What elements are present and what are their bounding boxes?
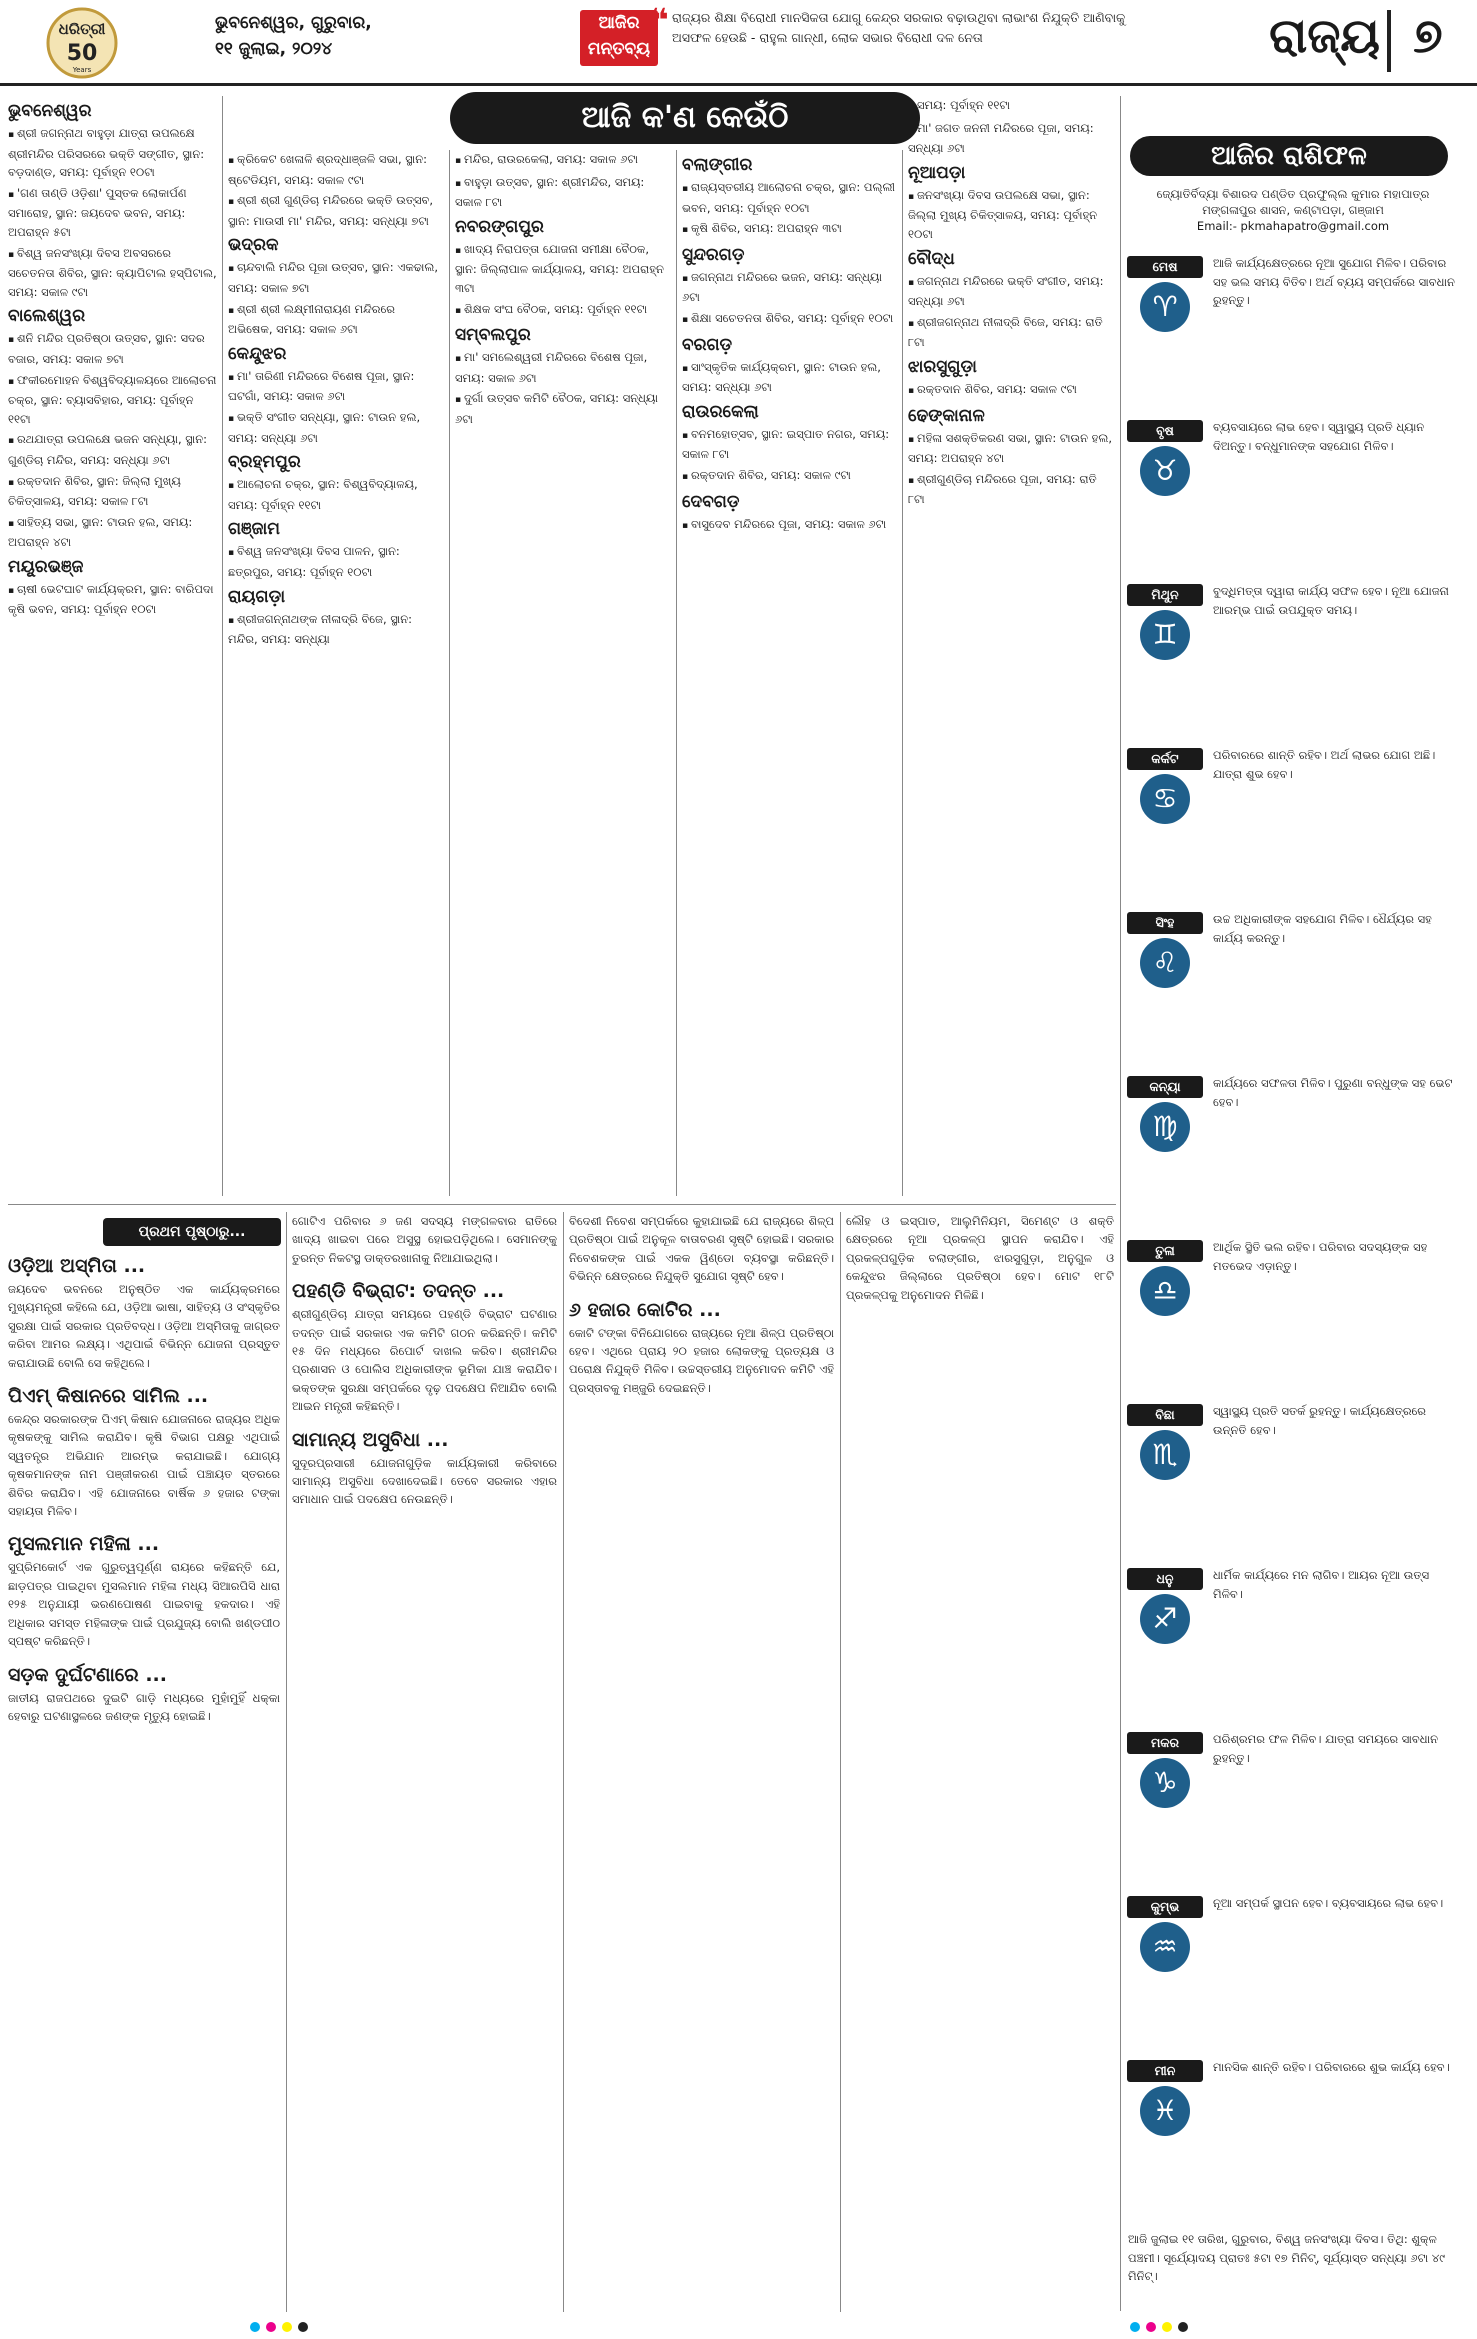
zodiac-sign-icon: ♍ — [1140, 1102, 1190, 1152]
zodiac-prediction: ଆର୍ଥିକ ସ୍ଥିତି ଭଲ ରହିବ। ପରିବାର ସଦସ୍ୟଙ୍କ ସହ ମତଭେଦ ଏଡ଼ାନ୍ତୁ। — [1213, 1240, 1428, 1273]
svg-text:ଧରିତ୍ରୀ: ଧରିତ୍ରୀ — [58, 20, 106, 38]
event-item: ▪ ବନମହୋତ୍ସବ, ସ୍ଥାନ: ଇସ୍ପାତ ନଗର, ସମୟ: ସକାଳ ୮ଟା — [682, 425, 897, 464]
zodiac-sign-icon: ♑ — [1140, 1758, 1190, 1808]
quote-of-day: ରାଜ୍ୟର ଶିକ୍ଷା ବିରୋଧୀ ମାନସିକତା ଯୋଗୁ କେନ୍ଦ୍ର ସରକାର ବଢ଼ାଉଥିବା ଲାଭାଂଶ ନିଯୁକ୍ତି ଆଣିବାକୁ ଅସଫଳ ହେଉଛି - ରାହୁଲ ଗାନ୍ଧୀ, ଲୋକ ସଭାର ବିରୋଧୀ ଦଳ ନେତା — [672, 10, 1126, 45]
event-item: ▪ ରକ୍ତଦାନ ଶିବିର, ସ୍ଥାନ: ଜିଲ୍ଲା ମୁଖ୍ୟ ଚିକିତ୍ସାଳୟ, ସମୟ: ସକାଳ ୮ଟା — [8, 472, 218, 511]
story-investment: ବିଦେଶୀ ନିବେଶ ସମ୍ପର୍କରେ କୁହାଯାଇଛି ଯେ ରାଜ୍ୟରେ ଶିଳ୍ପ ପ୍ରତିଷ୍ଠା ପାଇଁ ଅନୁକୂଳ ବାତାବରଣ ସୃଷ୍ଟି ହୋଇଛି। ସରକାର ନିବେଶକଙ୍କ ପାଇଁ ଏକକ ୱିଣ୍ଡୋ ବ୍ୟବସ୍ଥା କରିଛନ୍ତି। ବିଭିନ୍ନ କ୍ଷେତ୍ରରେ ନିଯୁକ୍ତି ସୁଯୋଗ ସୃଷ୍ଟି ହେବ। — [569, 1214, 834, 1284]
event-item: ▪ ବାହୁଡ଼ା ଉତ୍ସବ, ସ୍ଥାନ: ଶ୍ରୀମନ୍ଦିର, ସମୟ: ସକାଳ ୮ଟା — [455, 173, 670, 212]
headline-odia-asmita: ଓଡ଼ିଆ ଅସ୍ମିତା ... — [8, 1255, 146, 1277]
zodiac-sign-icon: ♈ — [1140, 282, 1190, 332]
event-item: ▪ ମା' ତାରିଣୀ ମନ୍ଦିରରେ ବିଶେଷ ପୂଜା, ସ୍ଥାନ: ଘଟଗାଁ, ସମୟ: ସକାଳ ୬ଟା — [228, 367, 443, 406]
zodiac-badge — [1125, 912, 1205, 990]
column-rule — [449, 150, 450, 1196]
zodiac-badge — [1125, 584, 1205, 662]
event-item: ▪ ସମୟ: ପୂର୍ବାହ୍ନ ୧୧ଟା — [908, 96, 1113, 117]
district-heading: ବ୍ରହ୍ମପୁର — [228, 452, 301, 473]
events-col-5 — [908, 96, 1113, 1196]
district-heading: ସମ୍ବଲପୁର — [455, 325, 531, 346]
headline-road-accident: ସଡ଼କ ଦୁର୍ଘଟଣାରେ ... — [8, 1663, 167, 1686]
column-rule — [902, 150, 903, 1196]
column-rule — [222, 96, 223, 1196]
registration-dot — [1146, 2322, 1156, 2332]
event-item: ▪ ଶ୍ରୀ ଶ୍ରୀ ଲକ୍ଷ୍ମୀନାରାୟଣ ମନ୍ଦିରରେ ଅଭିଷେକ, ସମୟ: ସକାଳ ୬ଟା — [228, 300, 443, 339]
event-item: ▪ ଶ୍ରୀଜଗନ୍ନାଥଙ୍କ ନୀଳାଦ୍ରି ବିଜେ, ସ୍ଥାନ: ମନ୍ଦିର, ସମୟ: ସନ୍ଧ୍ୟା — [228, 610, 443, 649]
event-item: ▪ ବାସୁଦେବ ମନ୍ଦିରରେ ପୂଜା, ସମୟ: ସକାଳ ୬ଟା — [682, 515, 897, 536]
zodiac-prediction: ସ୍ୱାସ୍ଥ୍ୟ ପ୍ରତି ସତର୍କ ରୁହନ୍ତୁ। କାର୍ଯ୍ୟକ୍ଷେତ୍ରରେ ଉନ୍ନତି ହେବ। — [1213, 1404, 1427, 1437]
district-heading: ନୂଆପଡ଼ା — [908, 162, 966, 183]
district-heading: ରାୟଗଡ଼ା — [228, 586, 286, 607]
column-rule — [676, 150, 677, 1196]
event-item: ▪ ସାହିତ୍ୟ ସଭା, ସ୍ଥାନ: ଟାଉନ ହଲ, ସମୟ: ଅପରାହ୍ନ ୪ଟା — [8, 513, 218, 552]
horoscope-row — [1125, 1072, 1463, 1230]
event-item: ▪ ଚାନ୍ଦବାଲି ମନ୍ଦିର ପୂଜା ଉତ୍ସବ, ସ୍ଥାନ: ଏକଢାଲ, ସମୟ: ସକାଳ ୭ଟା — [228, 258, 443, 297]
zodiac-prediction: ଉଚ୍ଚ ଅଧିକାରୀଙ୍କ ସହଯୋଗ ମିଳିବ। ଧୈର୍ଯ୍ୟର ସହ କାର୍ଯ୍ୟ କରନ୍ତୁ। — [1213, 912, 1432, 945]
zodiac-badge — [1125, 420, 1205, 498]
district-heading: ଦେବଗଡ଼ — [682, 491, 740, 512]
district-heading: ବାଲେଶ୍ୱର — [8, 306, 86, 327]
district-heading: ଭଦ୍ରକ — [228, 235, 279, 256]
district-heading: ନବରଙ୍ଗପୁର — [455, 216, 544, 237]
column-rule — [840, 1212, 841, 2312]
event-item: ▪ ଫକୀରମୋହନ ବିଶ୍ୱବିଦ୍ୟାଳୟରେ ଆଲୋଚନା ଚକ୍ର, ସ୍ଥାନ: ବ୍ୟାସବିହାର, ସମୟ: ପୂର୍ବାହ୍ନ ୧୧ଟା — [8, 371, 218, 429]
event-item: ▪ ଜନସଂଖ୍ୟା ଦିବସ ଉପଲକ୍ଷେ ସଭା, ସ୍ଥାନ: ଜିଲ୍ଲା ମୁଖ୍ୟ ଚିକିତ୍ସାଳୟ, ସମୟ: ପୂର୍ବାହ୍ନ ୧୦ଟା — [908, 186, 1113, 244]
event-item: ▪ ରକ୍ତଦାନ ଶିବିର, ସମୟ: ସକାଳ ୯ଟା — [908, 380, 1113, 401]
zodiac-badge — [1125, 2060, 1205, 2138]
zodiac-prediction: ବୁଦ୍ଧିମତ୍ତା ଦ୍ୱାରା କାର୍ଯ୍ୟ ସଫଳ ହେବ। ନୂଆ ଯୋଜନା ଆରମ୍ଭ ପାଇଁ ଉପଯୁକ୍ତ ସମୟ। — [1213, 584, 1449, 617]
news-col-1 — [8, 1252, 280, 2314]
editorial-tag: ଆଜିର ମନ୍ତବ୍ୟ — [580, 10, 658, 66]
horoscope-row — [1125, 908, 1463, 1066]
event-item: ▪ ମା' ସମଲେଶ୍ୱରୀ ମନ୍ଦିରରେ ବିଶେଷ ପୂଜା, ସମୟ: ସକାଳ ୬ଟା — [455, 348, 670, 387]
event-item: ▪ ସାଂସ୍କୃତିକ କାର୍ଯ୍ୟକ୍ରମ, ସ୍ଥାନ: ଟାଉନ ହଲ, ସମୟ: ସନ୍ଧ୍ୟା ୬ଟା — [682, 358, 897, 397]
horoscope-author-block — [1128, 186, 1458, 234]
zodiac-badge — [1125, 256, 1205, 334]
district-heading: ବରଗଡ଼ — [682, 334, 733, 355]
zodiac-name: କନ୍ୟା — [1127, 1076, 1203, 1098]
horoscope-row — [1125, 1236, 1463, 1394]
registration-marks — [0, 2318, 1477, 2338]
dateline — [215, 10, 405, 62]
horoscope-author: ଜ୍ୟୋତିର୍ବିଦ୍ୟା ବିଶାରଦ ପଣ୍ଡିତ ପ୍ରଫୁଲ୍ଲ କୁମାର ମହାପାତ୍ର — [1156, 187, 1430, 201]
events-col-4 — [682, 150, 897, 1196]
news-col-4 — [846, 1212, 1114, 2314]
zodiac-name: କୁମ୍ଭ — [1127, 1896, 1203, 1918]
zodiac-name: ମକର — [1127, 1732, 1203, 1754]
news-col-3 — [569, 1212, 834, 2314]
event-item: ▪ ଶିକ୍ଷା ସଚେତନତା ଶିବିର, ସମୟ: ପୂର୍ବାହ୍ନ ୧୦ଟା — [682, 309, 897, 330]
district-heading: ଢେଙ୍କାନାଳ — [908, 405, 985, 426]
district-heading: କେନ୍ଦୁଝର — [228, 343, 287, 364]
event-item: ▪ ମହିଳା ସଶକ୍ତିକରଣ ସଭା, ସ୍ଥାନ: ଟାଉନ ହଲ, ସମୟ: ଅପରାହ୍ନ ୪ଟା — [908, 429, 1113, 468]
zodiac-sign-icon: ♓ — [1140, 2086, 1190, 2136]
zodiac-prediction: ବ୍ୟବସାୟରେ ଲାଭ ହେବ। ସ୍ୱାସ୍ଥ୍ୟ ପ୍ରତି ଧ୍ୟାନ ଦିଅନ୍ତୁ। ବନ୍ଧୁମାନଙ୍କ ସହଯୋଗ ମିଳିବ। — [1213, 420, 1425, 453]
district-heading: ସୁନ୍ଦରଗଡ଼ — [682, 244, 745, 265]
event-item: ▪ ଶ୍ରୀଗୁଣ୍ଡିଚା ମନ୍ଦିରରେ ପୂଜା, ସମୟ: ରାତି ୮ଟା — [908, 470, 1113, 509]
event-item: ▪ ମନ୍ଦିର, ରାଉରକେଲା, ସମୟ: ସକାଳ ୬ଟା — [455, 150, 670, 171]
zodiac-badge — [1125, 748, 1205, 826]
events-banner: ଆଜି କ'ଣ କେଉଁଠି — [450, 92, 920, 144]
horoscope-email: Email:- pkmahapatro@gmail.com — [1196, 219, 1390, 233]
story-6000-crore: କୋଟି ଟଙ୍କା ବିନିଯୋଗରେ ରାଜ୍ୟରେ ନୂଆ ଶିଳ୍ପ ପ୍ରତିଷ୍ଠା ହେବ। ଏଥିରେ ପ୍ରାୟ ୨୦ ହଜାର ଲୋକଙ୍କୁ ପ୍ରତ୍ୟକ୍ଷ ଓ ପରୋକ୍ଷ ନିଯୁକ୍ତି ମିଳିବ। ଉଚ୍ଚସ୍ତରୀୟ ଅନୁମୋଦନ କମିଟି ଏହି ପ୍ରସ୍ତାବକୁ ମଞ୍ଜୁରି ଦେଇଛନ୍ତି। — [569, 1325, 834, 1395]
story-muslim-women: ସୁପ୍ରିମକୋର୍ଟ ଏକ ଗୁରୁତ୍ୱପୂର୍ଣ୍ଣ ରାୟରେ କହିଛନ୍ତି ଯେ, ଛାଡ଼ପତ୍ର ପାଇଥିବା ମୁସଲମାନ ମହିଳା ମଧ୍ୟ ସିଆରପିସି ଧାରା ୧୨୫ ଅନୁଯାୟୀ ଭରଣପୋଷଣ ପାଇବାକୁ ହକଦାର। ଏହି ଅଧିକାର ସମସ୍ତ ମହିଳାଙ୍କ ପାଇଁ ପ୍ରଯୁଜ୍ୟ ବୋଲି ଖଣ୍ଡପୀଠ ସ୍ପଷ୍ଟ କରିଛନ୍ତି। — [8, 1560, 280, 1649]
zodiac-name: ବୃଷ — [1127, 420, 1203, 442]
date-line-1: ଭୁବନେଶ୍ୱର, ଗୁରୁବାର, — [215, 13, 372, 33]
horoscope-row — [1125, 2056, 1463, 2214]
district-heading: ବଲାଙ୍ଗୀର — [682, 155, 753, 175]
zodiac-prediction: ଆଜି କାର୍ଯ୍ୟକ୍ଷେତ୍ରରେ ନୂଆ ସୁଯୋଗ ମିଳିବ। ପରିବାର ସହ ଭଲ ସମୟ ବିତିବ। ଅର୍ଥ ବ୍ୟୟ ସମ୍ପର୍କରେ ସାବଧାନ ରୁହନ୍ତୁ। — [1213, 256, 1455, 307]
newspaper-logo — [22, 6, 202, 80]
event-item: ▪ ଦୁର୍ଗା ଉତ୍ସବ କମିଟି ବୈଠକ, ସମୟ: ସନ୍ଧ୍ୟା ୬ଟା — [455, 389, 670, 428]
story-odia-asmita: ଜୟଦେବ ଭବନରେ ଅନୁଷ୍ଠିତ ଏକ କାର୍ଯ୍ୟକ୍ରମରେ ମୁଖ୍ୟମନ୍ତ୍ରୀ କହିଲେ ଯେ, ଓଡ଼ିଆ ଭାଷା, ସାହିତ୍ୟ ଓ ସଂସ୍କୃତିର ସୁରକ୍ଷା ପାଇଁ ସରକାର ପ୍ରତିବଦ୍ଧ। ଓଡ଼ିଆ ଅସ୍ମିତାକୁ ଜାଗ୍ରତ କରିବା ଆମର ଲକ୍ଷ୍ୟ। ଏଥିପାଇଁ ବିଭିନ୍ନ ଯୋଜନା ପ୍ରସ୍ତୁତ କରାଯାଉଛି ବୋଲି ସେ କହିଥିଲେ। — [8, 1282, 280, 1370]
story-road-accident: ଜାତୀୟ ରାଜପଥରେ ଦୁଇଟି ଗାଡ଼ି ମଧ୍ୟରେ ମୁହାଁମୁହିଁ ଧକ୍କା ହେବାରୁ ଘଟଣାସ୍ଥଳରେ ଜଣଙ୍କ ମୃତ୍ୟୁ ହୋଇଛି। — [8, 1690, 280, 1723]
zodiac-sign-icon: ♒ — [1140, 1922, 1190, 1972]
district-heading: ରାଉରକେଲା — [682, 401, 759, 422]
horoscope-row — [1125, 1564, 1463, 1722]
event-item: ▪ ବିଶ୍ୱ ଜନସଂଖ୍ୟା ଦିବସ ଅବସରରେ ସଚେତନତା ଶିବିର, ସ୍ଥାନ: କ୍ୟାପିଟାଲ ହସ୍ପିଟାଲ, ସମୟ: ସକାଳ ୯ଟା — [8, 244, 218, 302]
zodiac-name: ସିଂହ — [1127, 912, 1203, 934]
event-item: ▪ ରଥଯାତ୍ରା ଉପଲକ୍ଷେ ଭଜନ ସନ୍ଧ୍ୟା, ସ୍ଥାନ: ଗୁଣ୍ଡିଚା ମନ୍ଦିର, ସମୟ: ସନ୍ଧ୍ୟା ୬ଟା — [8, 430, 218, 469]
section-divider — [1387, 10, 1391, 72]
district-heading: ଭୁବନେଶ୍ୱର — [8, 101, 92, 121]
event-item: ▪ ଭକ୍ତି ସଂଗୀତ ସନ୍ଧ୍ୟା, ସ୍ଥାନ: ଟାଉନ ହଲ, ସମୟ: ସନ୍ଧ୍ୟା ୬ଟା — [228, 408, 443, 447]
masthead — [0, 0, 1477, 86]
date-line-2: ୧୧ ଜୁଲାଇ, ୨୦୨୪ — [215, 39, 333, 59]
registration-dot — [1162, 2322, 1172, 2332]
zodiac-sign-icon: ♌ — [1140, 938, 1190, 988]
event-item: ▪ ଜଗନ୍ନାଥ ମନ୍ଦିରରେ ଭଜନ, ସମୟ: ସନ୍ଧ୍ୟା ୬ଟା — [682, 268, 897, 307]
zodiac-badge — [1125, 1896, 1205, 1974]
headline-minor-trouble: ସାମାନ୍ୟ ଅସୁବିଧା ... — [292, 1428, 449, 1451]
zodiac-sign-icon: ♎ — [1140, 1266, 1190, 1316]
quote-icon: ❝ — [650, 1, 669, 39]
events-col-2 — [228, 150, 443, 1196]
zodiac-prediction: କାର୍ଯ୍ୟରେ ସଫଳତା ମିଳିବ। ପୁରୁଣା ବନ୍ଧୁଙ୍କ ସହ ଭେଟ ହେବ। — [1213, 1076, 1453, 1109]
event-item: ▪ କ୍ରିକେଟ ଖେଳାଳି ଶ୍ରଦ୍ଧାଞ୍ଜଳି ସଭା, ସ୍ଥାନ: ଷ୍ଟେଡିୟମ, ସମୟ: ସକାଳ ୯ଟା — [228, 150, 443, 189]
event-item: ▪ ଶ୍ରୀ ଶ୍ରୀ ଗୁଣ୍ଡିଚା ମନ୍ଦିରରେ ଭକ୍ତି ଉତ୍ସବ, ସ୍ଥାନ: ମାଉସୀ ମା' ମନ୍ଦିର, ସମୟ: ସନ୍ଧ୍ୟା ୭ଟା — [228, 191, 443, 230]
zodiac-name: ମିଥୁନ — [1127, 584, 1203, 606]
horoscope-row — [1125, 1400, 1463, 1558]
zodiac-prediction: ମାନସିକ ଶାନ୍ତି ରହିବ। ପରିବାରରେ ଶୁଭ କାର୍ଯ୍ୟ ହେବ। — [1213, 2060, 1450, 2074]
story-minor-trouble: ସୁଦୂରପ୍ରସାରୀ ଯୋଜନାଗୁଡ଼ିକ କାର୍ଯ୍ୟକାରୀ କରିବାରେ ସାମାନ୍ୟ ଅସୁବିଧା ଦେଖାଦେଇଛି। ତେବେ ସରକାର ଏହାର ସମାଧାନ ପାଇଁ ପଦକ୍ଷେପ ନେଉଛନ୍ତି। — [292, 1455, 557, 1507]
event-item: ▪ ଶିକ୍ଷକ ସଂଘ ବୈଠକ, ସମୟ: ପୂର୍ବାହ୍ନ ୧୧ଟା — [455, 300, 670, 321]
zodiac-sign-icon: ♉ — [1140, 446, 1190, 496]
district-heading: ମୟୂରଭଞ୍ଜ — [8, 556, 84, 577]
event-item: ▪ ବିଶ୍ୱ ଜନସଂଖ୍ୟା ଦିବସ ପାଳନ, ସ୍ଥାନ: ଛତ୍ରପୁର, ସମୟ: ପୂର୍ବାହ୍ନ ୧୦ଟା — [228, 542, 443, 581]
registration-dot — [298, 2322, 308, 2332]
zodiac-sign-icon: ♊ — [1140, 610, 1190, 660]
events-col-3 — [455, 150, 670, 1196]
page-number: ୭ — [1413, 8, 1443, 64]
registration-dot — [250, 2322, 260, 2332]
zodiac-name: ମେଷ — [1127, 256, 1203, 278]
headline-6000-crore: ୬ ହଜାର କୋଟିର ... — [569, 1298, 721, 1321]
zodiac-name: ଧନୁ — [1127, 1568, 1203, 1590]
horoscope-row — [1125, 744, 1463, 902]
registration-dot — [282, 2322, 292, 2332]
story-projects: ଲୌହ ଓ ଇସ୍ପାତ, ଆଲୁମିନିୟମ, ସିମେଣ୍ଟ ଓ ଶକ୍ତି କ୍ଷେତ୍ରରେ ନୂଆ ପ୍ରକଳ୍ପ ସ୍ଥାପନ କରାଯିବ। ଏହି ପ୍ରକଳ୍ପଗୁଡ଼ିକ ବଲାଙ୍ଗୀର, ଝାରସୁଗୁଡ଼ା, ଅନୁଗୁଳ ଓ କେନ୍ଦୁଝର ଜିଲ୍ଲାରେ ପ୍ରତିଷ୍ଠା ହେବ। ମୋଟ ୧୮ଟି ପ୍ରକଳ୍ପକୁ ଅନୁମୋଦନ ମିଳିଛି। — [846, 1214, 1114, 1302]
horoscope-row — [1125, 1892, 1463, 2050]
event-item: ▪ ଆଲୋଚନା ଚକ୍ର, ସ୍ଥାନ: ବିଶ୍ୱବିଦ୍ୟାଳୟ, ସମୟ: ପୂର୍ବାହ୍ନ ୧୧ଟା — [228, 475, 443, 514]
zodiac-badge — [1125, 1076, 1205, 1154]
zodiac-prediction: ଧାର୍ମିକ କାର୍ଯ୍ୟରେ ମନ ଲାଗିବ। ଆୟର ନୂଆ ଉତ୍ସ ମିଳିବ। — [1213, 1568, 1430, 1601]
section-rule — [8, 1204, 1116, 1205]
zodiac-badge — [1125, 1568, 1205, 1646]
event-item: ▪ ଶନି ମନ୍ଦିର ପ୍ରତିଷ୍ଠା ଉତ୍ସବ, ସ୍ଥାନ: ସଦର ବଜାର, ସମୟ: ସକାଳ ୭ଟା — [8, 329, 218, 368]
event-item: ▪ ଖାଦ୍ୟ ନିରାପତ୍ତା ଯୋଜନା ସମୀକ୍ଷା ବୈଠକ, ସ୍ଥାନ: ଜିଲ୍ଲାପାଳ କାର୍ଯ୍ୟାଳୟ, ସମୟ: ଅପରାହ୍ନ ୩ଟା — [455, 240, 670, 298]
column-rule — [563, 1212, 564, 2312]
district-heading: ଝାରସୁଗୁଡ଼ା — [908, 356, 977, 377]
zodiac-prediction: ପରିଶ୍ରମର ଫଳ ମିଳିବ। ଯାତ୍ରା ସମୟରେ ସାବଧାନ ରୁହନ୍ତୁ। — [1213, 1732, 1439, 1765]
horoscope-title: ଆଜିର ରାଶିଫଳ — [1130, 136, 1448, 176]
event-item: ▪ ଶ୍ରୀଜଗନ୍ନାଥ ନୀଳାଦ୍ରି ବିଜେ, ସମୟ: ରାତି ୮ଟା — [908, 313, 1113, 352]
story-pm-kisan: କେନ୍ଦ୍ର ସରକାରଙ୍କ ପିଏମ୍ କିଷାନ ଯୋଜନାରେ ରାଜ୍ୟର ଅଧିକ କୃଷକଙ୍କୁ ସାମିଲ କରାଯିବ। କୃଷି ବିଭାଗ ପକ୍ଷରୁ ଏଥିପାଇଁ ସ୍ୱତନ୍ତ୍ର ଅଭିଯାନ ଆରମ୍ଭ କରାଯାଇଛି। ଯୋଗ୍ୟ କୃଷକମାନଙ୍କ ନାମ ପଞ୍ଜୀକରଣ ପାଇଁ ପଞ୍ଚାୟତ ସ୍ତରରେ ଶିବିର କରାଯିବ। ଏହି ଯୋଜନାରେ ବାର୍ଷିକ ୬ ହଜାର ଟଙ୍କା ସହାୟତା ମିଳିବ। — [8, 1412, 280, 1519]
story-food-poison: ଗୋଟିଏ ପରିବାର ୬ ଜଣ ସଦସ୍ୟ ମଙ୍ଗଳବାର ରାତିରେ ଖାଦ୍ୟ ଖାଇବା ପରେ ଅସୁସ୍ଥ ହୋଇପଡ଼ିଥିଲେ। ସେମାନଙ୍କୁ ତୁରନ୍ତ ନିକଟସ୍ଥ ଡାକ୍ତରଖାନାକୁ ନିଆଯାଇଥିଲା। — [292, 1214, 557, 1265]
column-rule — [1120, 96, 1121, 2311]
column-rule — [286, 1212, 287, 2312]
story-pahandi: ଶ୍ରୀଗୁଣ୍ଡିଚା ଯାତ୍ରା ସମୟରେ ପହଣ୍ଡି ବିଭ୍ରାଟ ଘଟଣାର ତଦନ୍ତ ପାଇଁ ସରକାର ଏକ କମିଟି ଗଠନ କରିଛନ୍ତି। କମିଟି ୧୫ ଦିନ ମଧ୍ୟରେ ରିପୋର୍ଟ ଦାଖଲ କରିବ। ଶ୍ରୀମନ୍ଦିର ପ୍ରଶାସନ ଓ ପୋଲିସ ଅଧିକାରୀଙ୍କ ଭୂମିକା ଯାଞ୍ଚ କରାଯିବ। ଭକ୍ତଙ୍କ ସୁରକ୍ଷା ସମ୍ପର୍କରେ ଦୃଢ଼ ପଦକ୍ଷେପ ନିଆଯିବ ବୋଲି ଆଇନ ମନ୍ତ୍ରୀ କହିଛନ୍ତି। — [292, 1307, 557, 1414]
zodiac-sign-icon: ♐ — [1140, 1594, 1190, 1644]
zodiac-badge — [1125, 1404, 1205, 1482]
zodiac-name: କର୍କଟ — [1127, 748, 1203, 770]
svg-text:Years: Years — [72, 66, 92, 74]
horoscope-row — [1125, 580, 1463, 738]
zodiac-name: ମୀନ — [1127, 2060, 1203, 2082]
zodiac-badge — [1125, 1732, 1205, 1810]
registration-dot — [266, 2322, 276, 2332]
section-name: ରାଜ୍ୟ — [1269, 8, 1380, 64]
horoscope-row — [1125, 252, 1463, 410]
zodiac-sign-icon: ♋ — [1140, 774, 1190, 824]
headline-pm-kisan: ପିଏମ୍ କିଷାନରେ ସାମିଲ ... — [8, 1385, 209, 1408]
panchang-footer: ଆଜି ଜୁଲାଇ ୧୧ ତାରିଖ, ଗୁରୁବାର, ବିଶ୍ୱ ଜନସଂଖ୍ୟା ଦିବସ। ତିଥି: ଶୁକ୍ଳ ପଞ୍ଚମୀ। ସୂର୍ଯ୍ୟୋଦୟ ପ୍ରାତଃ ୫ଟା ୧୭ ମିନିଟ୍, ସୂର୍ଯ୍ୟାସ୍ତ ସନ୍ଧ୍ୟା ୬ଟା ୪୯ ମିନିଟ୍। — [1128, 2232, 1445, 2284]
headline-pahandi: ପହଣ୍ଡି ବିଭ୍ରାଟ: ତଦନ୍ତ ... — [292, 1280, 505, 1303]
events-col-1 — [8, 96, 218, 1196]
svg-text:50: 50 — [66, 41, 98, 66]
horoscope-row — [1125, 1728, 1463, 1886]
event-item: ▪ ମା' ଜଗତ ଜନନୀ ମନ୍ଦିରରେ ପୂଜା, ସମୟ: ସନ୍ଧ୍ୟା ୬ଟା — [908, 119, 1113, 158]
event-item: ▪ ଶ୍ରୀ ଜଗନ୍ନାଥ ବାହୁଡ଼ା ଯାତ୍ରା ଉପଲକ୍ଷେ ଶ୍ରୀମନ୍ଦିର ପରିସରରେ ଭକ୍ତି ସଙ୍ଗୀତ, ସ୍ଥାନ: ବଡ଼ଦାଣ୍ଡ, ସମୟ: ପୂର୍ବାହ୍ନ ୧୦ଟା — [8, 124, 218, 182]
zodiac-badge — [1125, 1240, 1205, 1318]
zodiac-prediction: ପରିବାରରେ ଶାନ୍ତି ରହିବ। ଅର୍ଥ ଲାଭର ଯୋଗ ଅଛି। ଯାତ୍ରା ଶୁଭ ହେବ। — [1213, 748, 1436, 781]
registration-dot — [1130, 2322, 1140, 2332]
district-heading: ଗଞ୍ଜାମ — [228, 519, 281, 540]
event-item: ▪ ଚାଷୀ ଭେଟଘାଟ କାର୍ଯ୍ୟକ୍ରମ, ସ୍ଥାନ: ବାରିପଦା କୃଷି ଭବନ, ସମୟ: ପୂର୍ବାହ୍ନ ୧୦ଟା — [8, 580, 218, 619]
event-item: ▪ ରାଜ୍ୟସ୍ତରୀୟ ଆଲୋଚନା ଚକ୍ର, ସ୍ଥାନ: ପଲ୍ଲୀ ଭବନ, ସମୟ: ପୂର୍ବାହ୍ନ ୧୦ଟା — [682, 178, 897, 217]
news-col-2 — [292, 1212, 557, 2314]
zodiac-name: ବିଛା — [1127, 1404, 1203, 1426]
event-item: ▪ ରକ୍ତଦାନ ଶିବିର, ସମୟ: ସକାଳ ୯ଟା — [682, 466, 897, 487]
event-item: ▪ ଜଗନ୍ନାଥ ମନ୍ଦିରରେ ଭକ୍ତି ସଂଗୀତ, ସମୟ: ସନ୍ଧ୍ୟା ୬ଟା — [908, 272, 1113, 311]
zodiac-prediction: ନୂଆ ସମ୍ପର୍କ ସ୍ଥାପନ ହେବ। ବ୍ୟବସାୟରେ ଲାଭ ହେବ। — [1213, 1896, 1444, 1910]
zodiac-name: ତୁଳା — [1127, 1240, 1203, 1262]
district-heading: ବୌଦ୍ଧ — [908, 248, 955, 269]
horoscope-row — [1125, 416, 1463, 574]
horoscope-address: ମଙ୍ଗଳାପୁର ଶାସନ, କଣ୍ଟାପଡ଼ା, ଗଞ୍ଜାମ — [1202, 203, 1384, 217]
event-item: ▪ 'ଗଣ ତାଣ୍ଡି ଓଡ଼ିଶା' ପୁସ୍ତକ ଲୋକାର୍ପଣ ସମାରୋହ, ସ୍ଥାନ: ଜୟଦେବ ଭବନ, ସମୟ: ଅପରାହ୍ନ ୫ଟା — [8, 184, 218, 242]
event-item: ▪ କୃଷି ଶିବିର, ସମୟ: ଅପରାହ୍ନ ୩ଟା — [682, 219, 897, 240]
front-page-continuation-tag: ପ୍ରଥମ ପୃଷ୍ଠାରୁ... — [103, 1218, 281, 1246]
registration-dot — [1178, 2322, 1188, 2332]
headline-muslim-women: ମୁସଲମାନ ମହିଳା ... — [8, 1533, 160, 1556]
zodiac-sign-icon: ♏ — [1140, 1430, 1190, 1480]
